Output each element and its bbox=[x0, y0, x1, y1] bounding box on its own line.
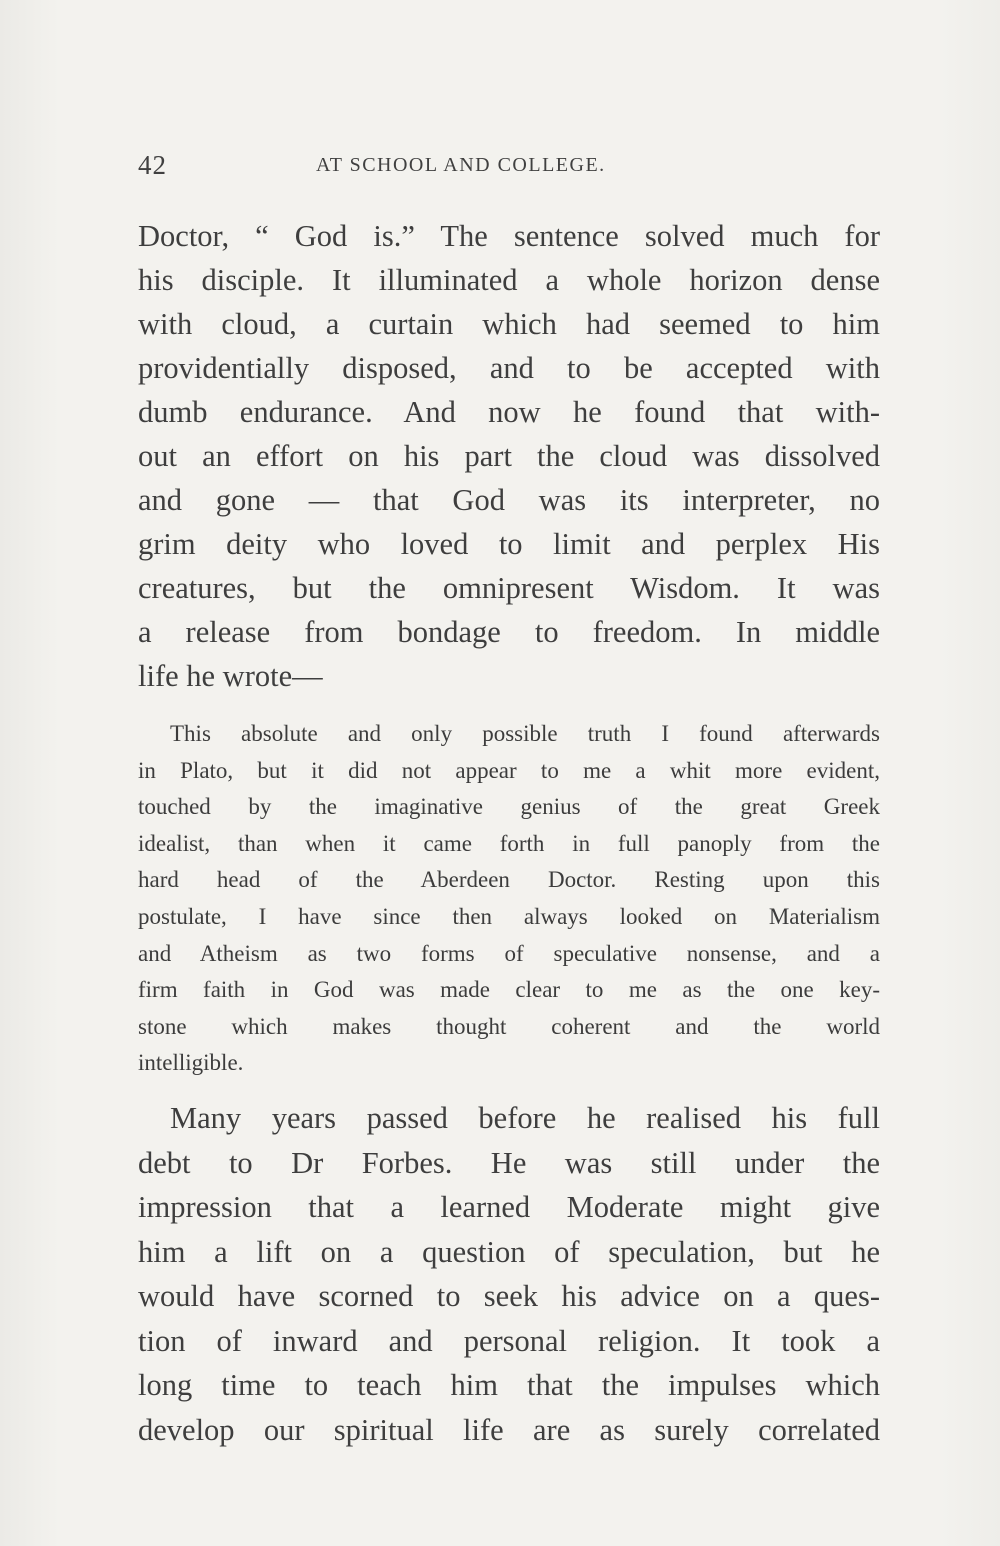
quote-line: This absolute and only possible truth I found afterwards bbox=[170, 721, 880, 746]
text-line: providentially disposed, and to be accepted with bbox=[138, 351, 880, 385]
running-head: AT SCHOOL AND COLLEGE. bbox=[316, 154, 606, 176]
text-line: debt to Dr Forbes. He was still under the bbox=[138, 1145, 880, 1180]
text-line: develop our spiritual life are as surely correlated bbox=[138, 1412, 880, 1447]
text-line: long time to teach him that the impulses which bbox=[138, 1368, 880, 1402]
quote-line: and Atheism as two forms of speculative nonsense, and a bbox=[138, 940, 880, 966]
text-line: creatures, but the omnipresent Wisdom. It was bbox=[138, 571, 880, 605]
text-line: with cloud, a curtain which had seemed to him bbox=[138, 307, 880, 341]
text-line: out an effort on his part the cloud was dissolved bbox=[138, 439, 880, 473]
page-number: 42 bbox=[138, 150, 167, 180]
text-line: Many years passed before he realised his full bbox=[170, 1101, 880, 1135]
quote-line: stone which makes thought coherent and the world bbox=[138, 1013, 880, 1039]
text-line: impression that a learned Moderate might give bbox=[138, 1190, 880, 1224]
quote-line: touched by the imaginative genius of the great Greek bbox=[138, 794, 880, 820]
text-line: his disciple. It illuminated a whole horizon dense bbox=[138, 263, 880, 297]
text-line: dumb endurance. And now he found that with- bbox=[138, 395, 880, 429]
text-line: grim deity who loved to limit and perplex His bbox=[138, 527, 880, 561]
quote-line: postulate, I have since then always looked on Materialism bbox=[138, 903, 880, 929]
quote-line: intelligible. bbox=[138, 1050, 244, 1076]
page-header bbox=[138, 150, 880, 190]
text-line: Doctor, “ God is.” The sentence solved much for bbox=[138, 219, 880, 253]
text-line: life he wrote— bbox=[138, 659, 323, 693]
text-line: a release from bondage to freedom. In middle bbox=[138, 615, 880, 649]
paragraph-1 bbox=[138, 214, 880, 698]
quote-line: firm faith in God was made clear to me as the one key- bbox=[138, 977, 880, 1003]
text-line: him a lift on a question of speculation, but he bbox=[138, 1234, 880, 1269]
paragraph-2 bbox=[138, 1096, 880, 1452]
quote-line: in Plato, but it did not appear to me a whit more evident, bbox=[138, 757, 880, 783]
text-line: tion of inward and personal religion. It took a bbox=[138, 1323, 880, 1358]
text-line: would have scorned to seek his advice on a ques- bbox=[138, 1279, 880, 1313]
text-line: and gone — that God was its interpreter, no bbox=[138, 483, 880, 517]
quote-line: hard head of the Aberdeen Doctor. Resting upon this bbox=[138, 867, 880, 893]
quote-line: idealist, than when it came forth in full panoply from the bbox=[138, 830, 880, 856]
block-quotation bbox=[138, 716, 880, 1082]
